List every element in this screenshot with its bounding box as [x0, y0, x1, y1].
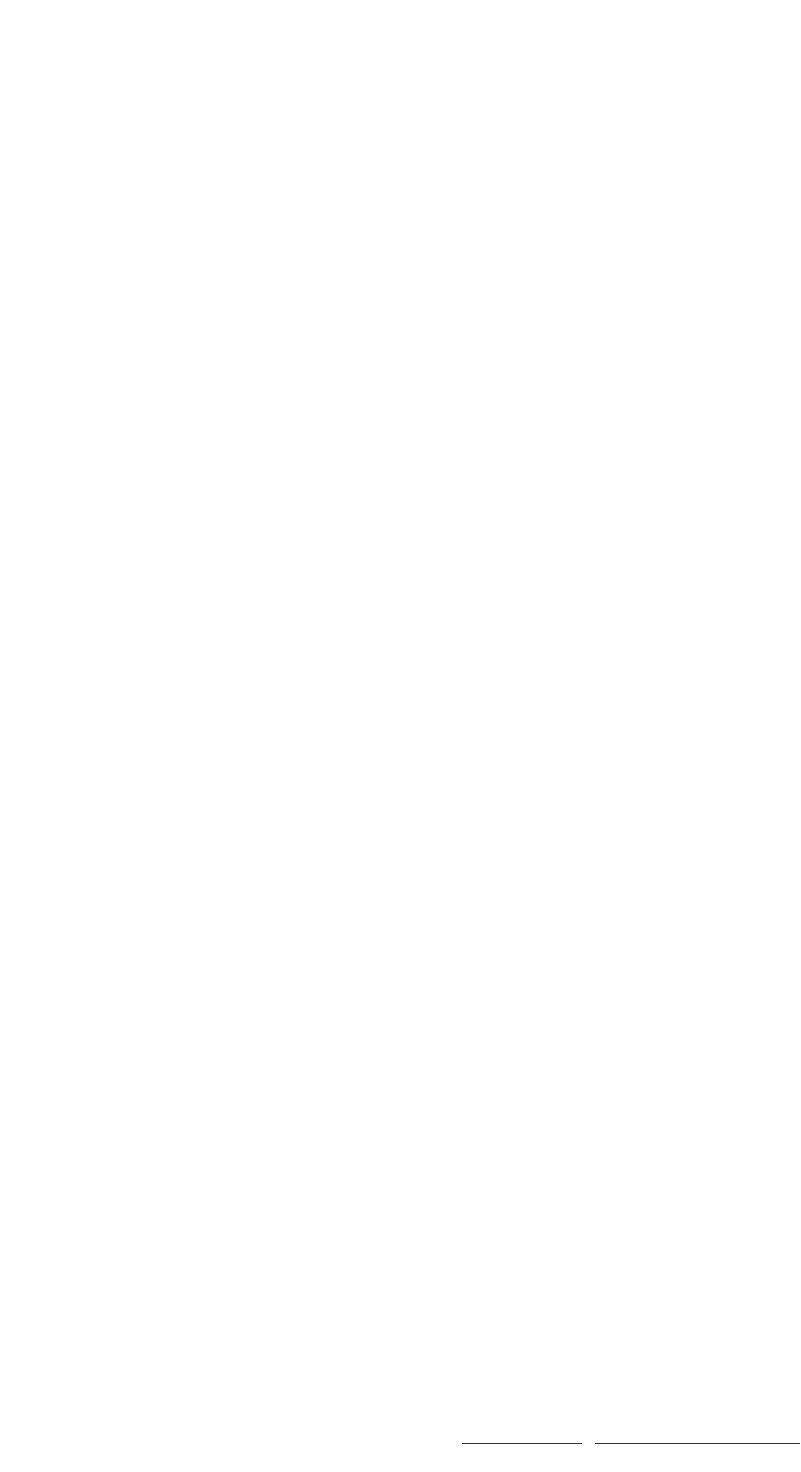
donations-header	[580, 112, 720, 129]
donations-total-rule	[595, 1443, 713, 1444]
box-total-rule	[700, 1443, 800, 1444]
brought-forward-row	[0, 172, 801, 194]
carried-forward-row	[0, 1450, 801, 1472]
annual-total-rule	[462, 1443, 582, 1444]
